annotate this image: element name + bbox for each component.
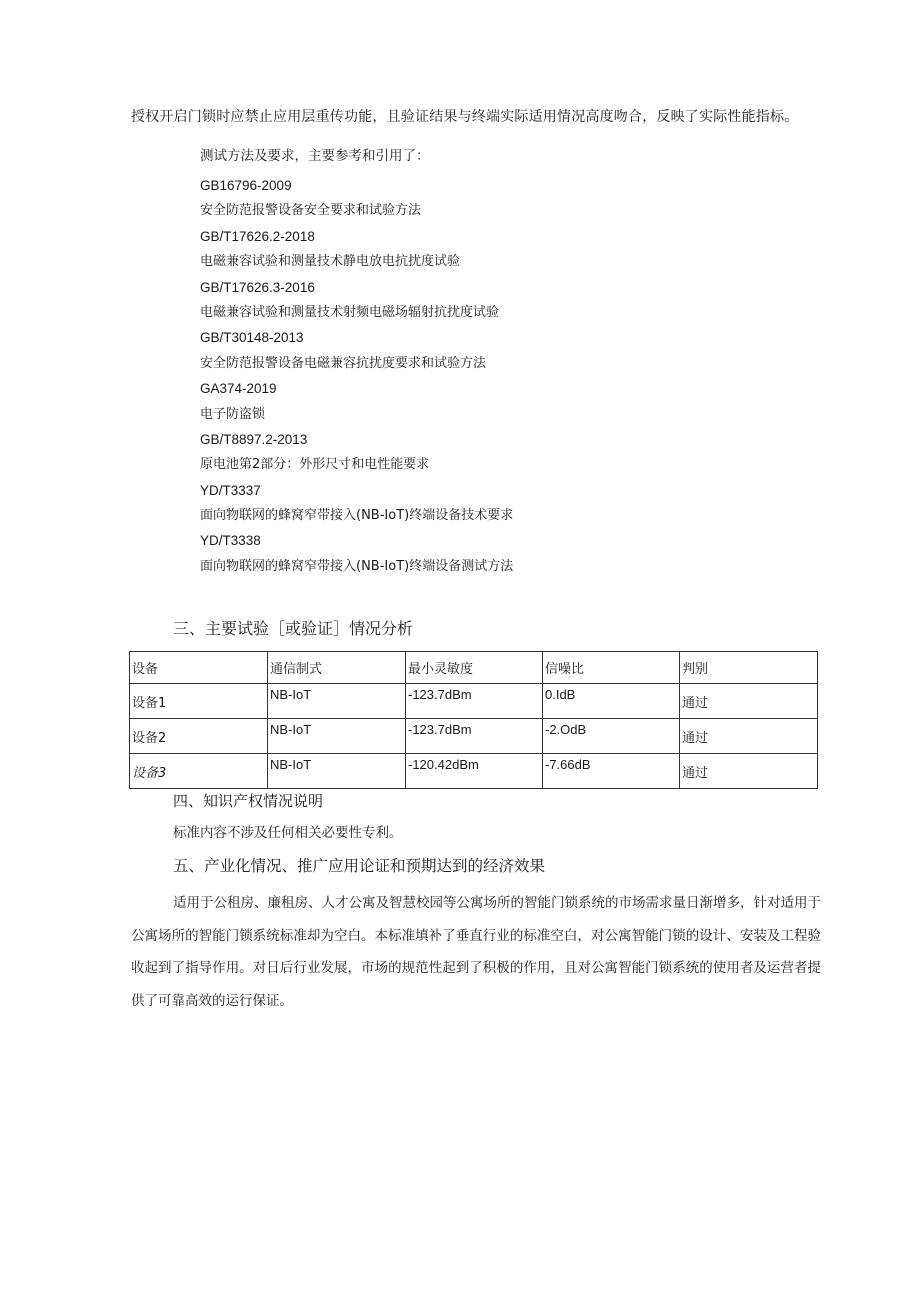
- table-row: [130, 719, 818, 754]
- reference-title: 原电池第2部分：外形尺寸和电性能要求: [200, 457, 430, 473]
- test-results-table: [129, 651, 818, 789]
- result-cell: 通过: [680, 754, 818, 789]
- result-cell: 通过: [680, 719, 818, 754]
- protocol-cell: NB-IoT: [268, 684, 406, 719]
- result-cell: 通过: [680, 684, 818, 719]
- snr-cell: -2.OdB: [543, 719, 680, 754]
- reference-code: GA374-2019: [200, 381, 277, 397]
- section-4-heading: 四、知识产权情况说明: [173, 792, 324, 810]
- device-cell: 设备1: [130, 684, 268, 719]
- reference-code: GB/T17626.3-2016: [200, 279, 315, 295]
- section-5-paragraph: 适用于公租房、廉租房、人才公寓及智慧校园等公寓场所的智能门锁系统的市场需求量日渐增多，针对适用于公寓场所的智能门锁系统标准却为空白。本标准填补了垂直行业的标准空白，对公寓智能门锁的设计、安装及工程验收起到了指导作用。对日后行业发展，市场的规范性起到了积极的作用，且对公寓智能门锁系统的使用者及运营者提供了可靠高效的运行保证。: [131, 895, 821, 1009]
- reference-code: YD/T3338: [200, 533, 261, 549]
- device-cell: 设备2: [130, 719, 268, 754]
- reference-title: 安全防范报警设备安全要求和试验方法: [200, 203, 422, 219]
- header-cell: 最小灵敏度: [406, 652, 543, 684]
- sensitivity-cell: -123.7dBm: [406, 719, 543, 754]
- device-cell: 设备3: [130, 754, 268, 789]
- reference-title: 安全防范报警设备电磁兼容抗扰度要求和试验方法: [200, 355, 487, 371]
- protocol-cell: NB-IoT: [268, 754, 406, 789]
- reference-code: GB/T17626.2-2018: [200, 228, 315, 244]
- reference-code: GB/T30148-2013: [200, 330, 304, 346]
- protocol-cell: NB-IoT: [268, 719, 406, 754]
- section-3-heading: 三、主要试验［或验证］情况分析: [173, 619, 414, 638]
- reference-code: GB16796-2009: [200, 178, 292, 193]
- reference-title: 面向物联网的蜂窝窄带接入(NB-IoT)终端设备技术要求: [200, 508, 514, 524]
- sensitivity-cell: -120.42dBm: [406, 754, 543, 789]
- reference-list: [200, 176, 820, 582]
- table-header-row: [130, 652, 818, 684]
- snr-cell: -7.66dB: [543, 754, 680, 789]
- snr-cell: 0.IdB: [543, 684, 680, 719]
- header-cell: 通信制式: [268, 652, 406, 684]
- reference-title: 电子防盗锁: [200, 406, 266, 422]
- test-method-intro: 测试方法及要求，主要参考和引用了：: [200, 148, 430, 164]
- reference-title: 电磁兼容试验和测量技术射频电磁场辐射抗扰度试验: [200, 304, 500, 320]
- header-cell: 信噪比: [543, 652, 680, 684]
- section-5-heading: 五、产业化情况、推广应用论证和预期达到的经济效果: [173, 857, 546, 875]
- reference-title: 电磁兼容试验和测量技术静电放电抗扰度试验: [200, 254, 461, 270]
- table-row: [130, 754, 818, 789]
- reference-code: YD/T3337: [200, 482, 261, 498]
- section-4-text: 标准内容不涉及任何相关必要性专利。: [173, 825, 403, 841]
- header-cell: 判别: [680, 652, 818, 684]
- reference-title: 面向物联网的蜂窝窄带接入(NB-IoT)终端设备测试方法: [200, 558, 514, 574]
- header-cell: 设备: [130, 652, 268, 684]
- table-row: [130, 684, 818, 719]
- continuation-paragraph: 授权开启门锁时应禁止应用层重传功能，且验证结果与终端实际适用情况高度吻合，反映了实际性能指标。: [131, 109, 799, 125]
- sensitivity-cell: -123.7dBm: [406, 684, 543, 719]
- reference-code: GB/T8897.2-2013: [200, 431, 308, 447]
